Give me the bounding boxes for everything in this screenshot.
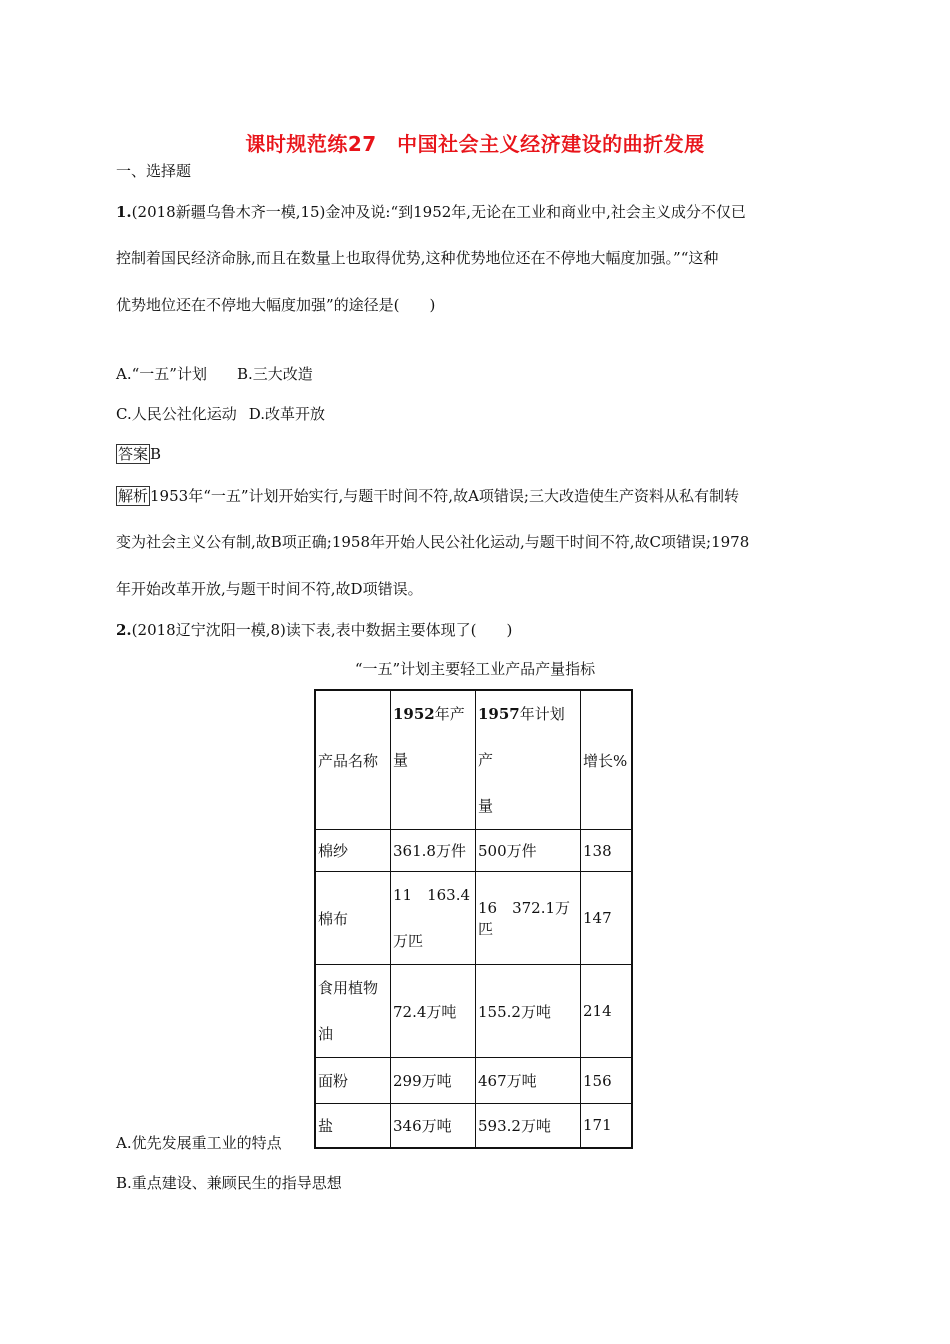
question-1-line-2: 控制着国民经济命脉,而且在数量上也取得优势,这种优势地位还在不停地大幅度加强。”“这种 [116,249,719,267]
header-1952: 1952年产 量 [391,690,476,830]
question-1-line-3: 优势地位还在不停地大幅度加强”的途径是( ) [116,296,436,314]
analysis-line-2: 变为社会主义公有制,故B项正确;1958年开始人民公社化运动,与题干时间不符,故C项错误;1978 [116,533,750,551]
question-2-text: (2018辽宁沈阳一模,8)读下表,表中数据主要体现了( ) [131,621,513,639]
production-table [314,689,633,1149]
answer-line [116,443,161,464]
question-1-text-1: (2018新疆乌鲁木齐一模,15)金冲及说:“到1952年,无论在工业和商业中,社会主义成分不仅已 [131,203,746,221]
question-1-line-1 [116,201,746,222]
question-1-options-ab [116,363,313,384]
table-row: 食用植物 油 72.4万吨 155.2万吨 214 [315,965,632,1058]
question-1-number: 1. [116,203,132,221]
analysis-label: 解析 [118,487,149,505]
option-d: D.改革开放 [248,405,325,423]
analysis-text-1: 1953年“一五”计划开始实行,与题干时间不符,故A项错误;三大改造使生产资料从私有制转 [150,487,739,505]
question-1-options-cd [116,403,325,424]
answer-value: B [150,445,162,463]
analysis-line-1 [116,485,739,506]
table-row: 棉纱 361.8万件 500万件 138 [315,830,632,872]
table-caption: “一五”计划主要轻工业产品产量指标 [354,660,596,678]
page-title: 课时规范练27 中国社会主义经济建设的曲折发展 [245,132,705,156]
question-2-option-b: B.重点建设、兼顾民生的指导思想 [116,1174,342,1192]
question-2-line [116,619,512,640]
table-row: 面粉 299万吨 467万吨 156 [315,1058,632,1104]
analysis-line-3: 年开始改革开放,与题干时间不符,故D项错误。 [116,580,423,598]
section-heading: 一、选择题 [116,162,192,180]
option-a: A.“一五”计划 [116,365,207,383]
table-header-row [315,690,632,830]
option-c: C.人民公社化运动 [116,405,237,423]
question-2-option-a: A.优先发展重工业的特点 [116,1134,282,1152]
table-row: 盐 346万吨 593.2万吨 171 [315,1104,632,1148]
option-b: B.三大改造 [236,365,313,383]
table-row: 棉布 11 163.4 万匹 16 372.1万匹 147 [315,872,632,965]
question-2-number: 2. [116,621,132,639]
header-growth: 增长% [581,690,633,830]
header-product-name: 产品名称 [315,690,391,830]
answer-label: 答案 [118,445,149,463]
header-1957: 1957年计划产 量 [476,690,581,830]
